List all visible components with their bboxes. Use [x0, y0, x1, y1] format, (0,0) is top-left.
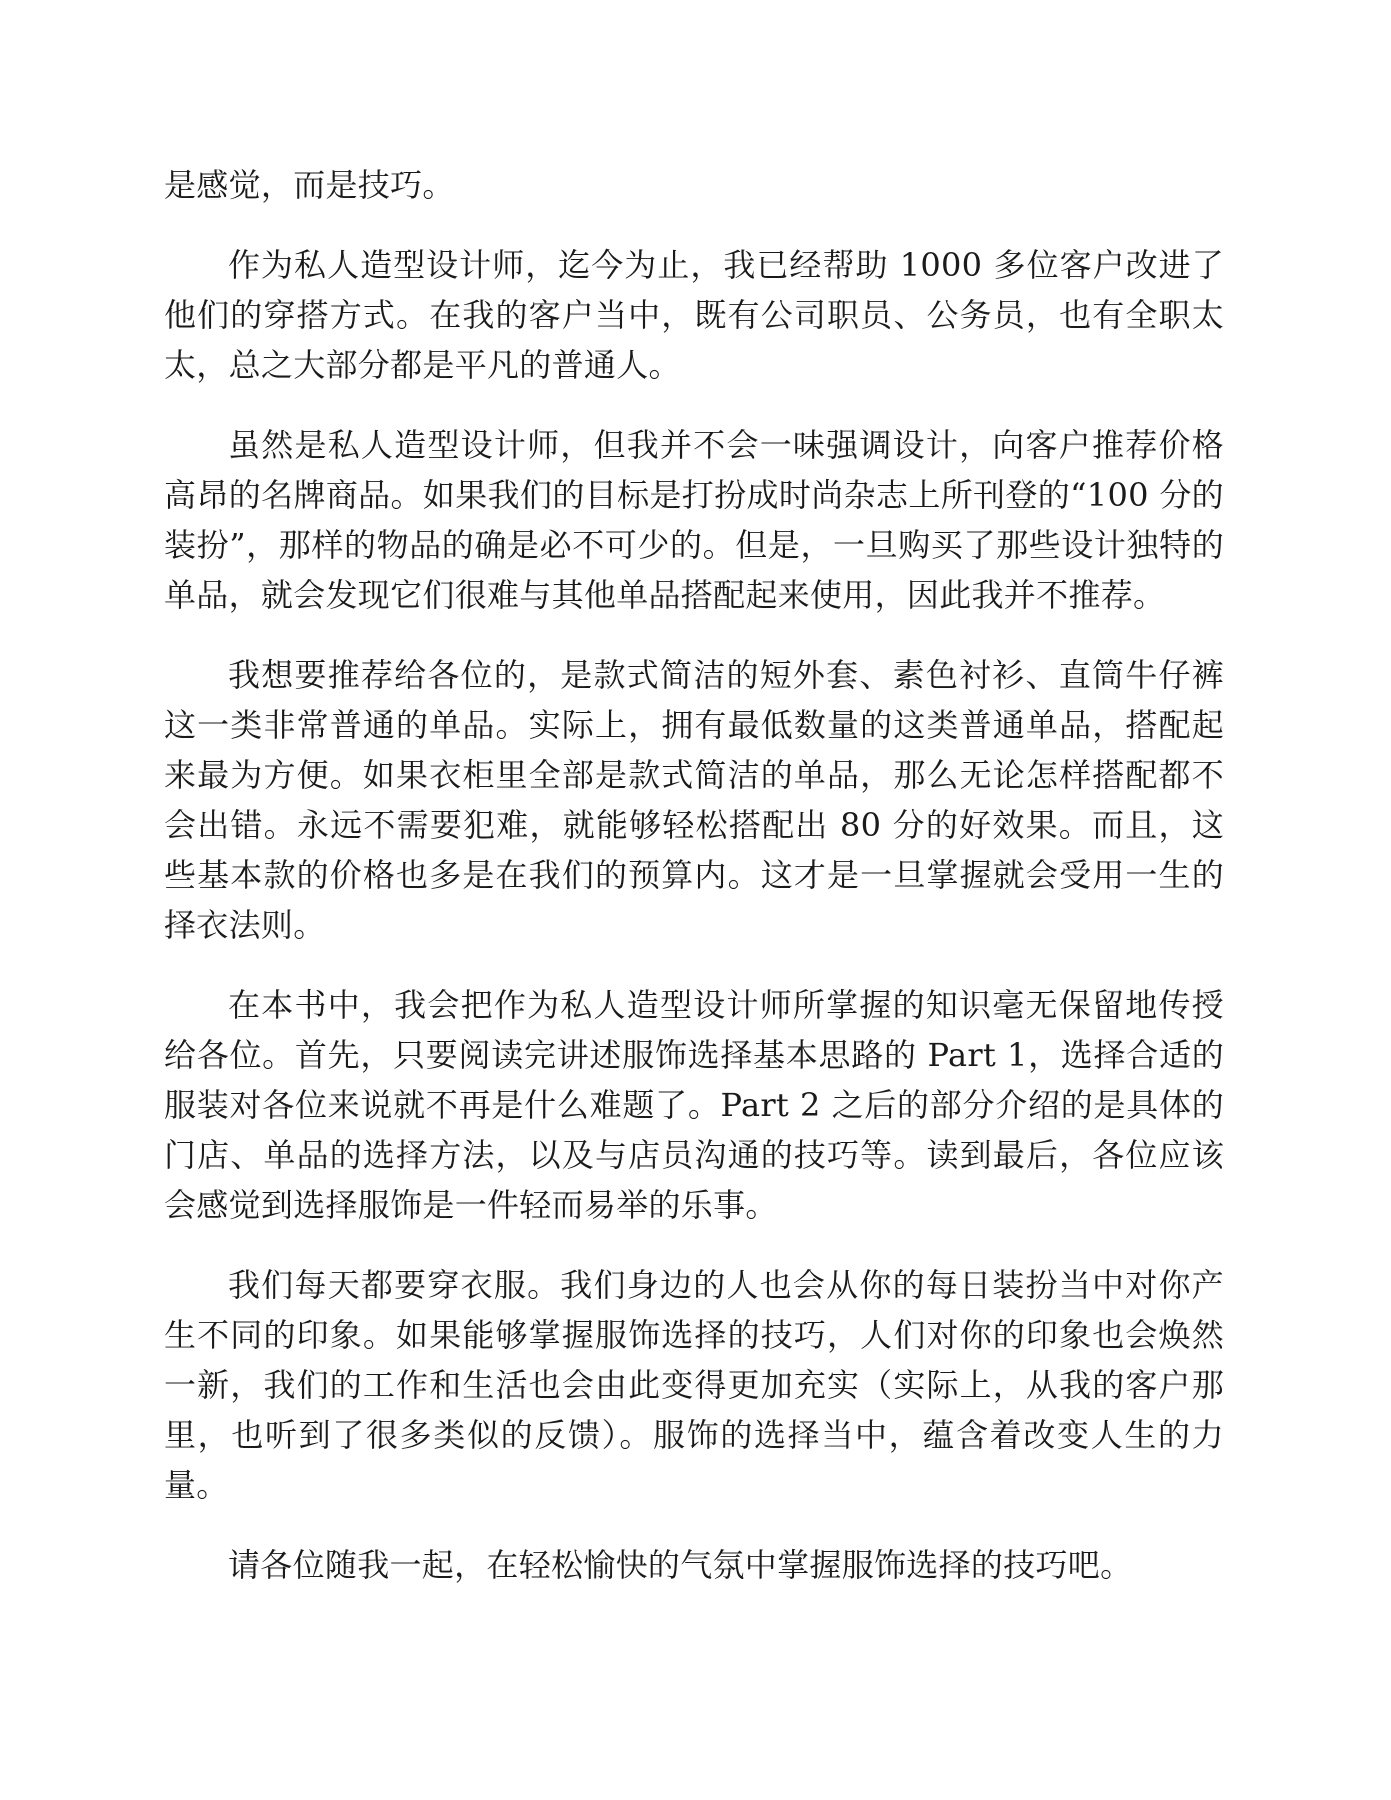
paragraph: 我们每天都要穿衣服。我们身边的人也会从你的每日装扮当中对你产生不同的印象。如果能够掌握服饰选择的技巧，人们对你的印象也会焕然一新，我们的工作和生活也会由此变得更加充实（实际上，从我的客户那里，也听到了很多类似的反馈）。服饰的选择当中，蕴含着改变人生的力量。 [164, 1266, 1224, 1504]
paragraph: 作为私人造型设计师，迄今为止，我已经帮助 1000 多位客户改进了他们的穿搭方式。在我的客户当中，既有公司职员、公务员，也有全职太太，总之大部分都是平凡的普通人。 [164, 246, 1224, 384]
paragraph: 在本书中，我会把作为私人造型设计师所掌握的知识毫无保留地传授给各位。首先，只要阅读完讲述服饰选择基本思路的 Part 1，选择合适的服装对各位来说就不再是什么难题了。Part 2 之后的部分介绍的是具体的门店、单品的选择方法，以及与店员沟通的技巧等。读到最后，各位应该会感觉到选择服饰是一件轻而易举的乐事。 [164, 986, 1224, 1224]
paragraph: 虽然是私人造型设计师，但我并不会一味强调设计，向客户推荐价格高昂的名牌商品。如果我们的目标是打扮成时尚杂志上所刊登的“100 分的装扮”，那样的物品的确是必不可少的。但是，一旦购买了那些设计独特的单品，就会发现它们很难与其他单品搭配起来使用，因此我并不推荐。 [164, 426, 1224, 614]
body-text [164, 160, 1224, 1620]
paragraph: 请各位随我一起，在轻松愉快的气氛中掌握服饰选择的技巧吧。 [228, 1546, 1133, 1584]
paragraph-continued: 是感觉，而是技巧。 [164, 166, 455, 204]
paragraph: 我想要推荐给各位的，是款式简洁的短外套、素色衬衫、直筒牛仔裤这一类非常普通的单品。实际上，拥有最低数量的这类普通单品，搭配起来最为方便。如果衣柜里全部是款式简洁的单品，那么无论怎样搭配都不会出错。永远不需要犯难，就能够轻松搭配出 80 分的好效果。而且，这些基本款的价格也多是在我们的预算内。这才是一旦掌握就会受用一生的择衣法则。 [164, 656, 1224, 944]
